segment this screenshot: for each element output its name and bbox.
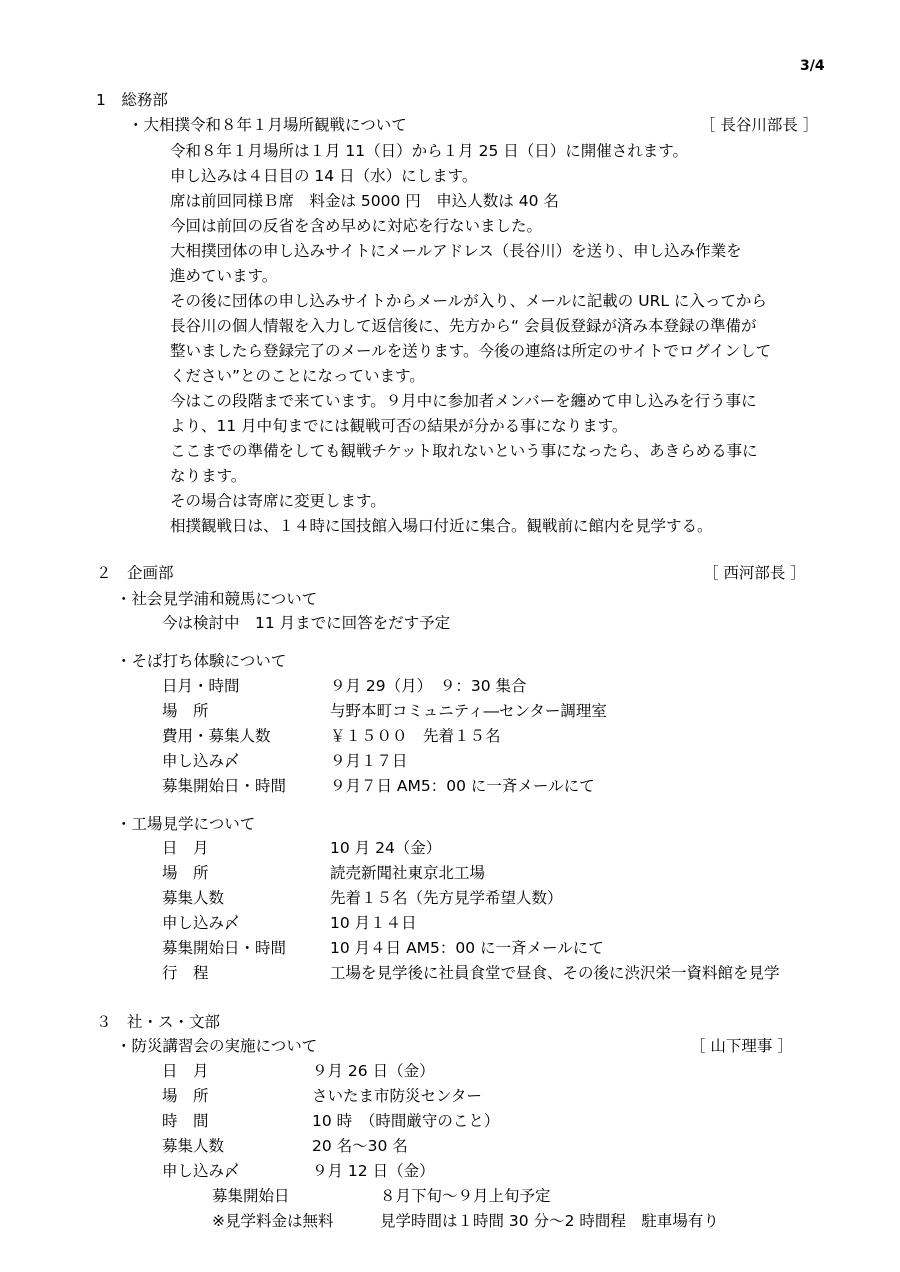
row-value: 10 時 （時間厳守のこと） — [312, 1112, 500, 1130]
row-label: 募集人数 — [162, 1137, 225, 1155]
body-line: その場合は寄席に変更します。 — [170, 492, 386, 510]
row-label: 申し込み〆 — [162, 752, 240, 770]
body-line: 今回は前回の反省を含め早めに対応を行ないました。 — [170, 217, 543, 235]
body-line: 申し込みは４日目の 14 日（水）にします。 — [170, 167, 478, 185]
factory-labels — [162, 836, 286, 986]
row-label: 場 所 — [162, 702, 209, 720]
section-2-keiba-line: 今は検討中 11 月までに回答をだす予定 — [162, 614, 451, 632]
row-label: 時 間 — [162, 1112, 209, 1130]
row-value: 20 名～30 名 — [312, 1137, 408, 1155]
section-1-heading: 1 総務部 — [96, 91, 168, 109]
row-label: 募集人数 — [162, 889, 225, 907]
bousai-values — [312, 1059, 499, 1184]
body-line: 長谷川の個人情報を入力して返信後に、先方から“ 会員仮登録が済み本登録の準備が — [170, 317, 757, 335]
row-value: ９月１７日 — [330, 752, 408, 770]
row-label: 費用・募集人数 — [162, 727, 271, 745]
section-3-topic: ・防災講習会の実施について — [116, 1037, 318, 1055]
row-label: 申し込み〆 — [162, 914, 240, 932]
body-line: ここまでの準備をしても観戦チケット取れないという事になったら、あきらめる事に — [170, 442, 758, 460]
row-value: ９月７日 AM5：00 に一斉メールにて — [330, 777, 595, 795]
row-value: 10 月 24（金） — [330, 839, 442, 857]
row-value: 先着１５名（先方見学希望人数） — [330, 889, 563, 907]
section-2-topic-soba: ・そば打ち体験について — [116, 652, 287, 670]
row-label: 日 月 — [162, 839, 209, 857]
page-number: 3/4 — [800, 58, 825, 74]
body-line: その後に団体の申し込みサイトからメールが入り、メールに記載の URL に入ってから — [170, 292, 767, 310]
section-1-manager: ［ 長谷川部長 ］ — [700, 116, 819, 134]
row-value: さいたま市防災センター — [312, 1087, 482, 1105]
section-2-topic-keiba: ・社会見学浦和競馬について — [116, 590, 318, 608]
soba-values — [330, 674, 607, 799]
section-3-heading: ３ 社・ス・文部 — [96, 1013, 221, 1031]
row-value: ９月 12 日（金） — [312, 1162, 435, 1180]
body-line: なります。 — [170, 467, 247, 485]
row-value: 工場を見学後に社員食堂で昼食、その後に渋沢栄一資料館を見学 — [330, 964, 780, 982]
body-line: より、11 月中旬までには観戦可否の結果が分かる事になります。 — [170, 417, 628, 435]
row-label: 日 月 — [162, 1062, 209, 1080]
soba-labels — [162, 674, 286, 799]
row-label: 日月・時間 — [162, 677, 240, 695]
row-label: 場 所 — [162, 864, 209, 882]
row-value: ９月 26 日（金） — [312, 1062, 435, 1080]
section-2-heading: ２ 企画部 — [96, 564, 174, 582]
fee-note-value: 見学時間は１時間 30 分～2 時間程 駐車場有り — [380, 1212, 719, 1230]
start-date-value: ８月下旬～９月上旬予定 — [380, 1187, 551, 1205]
row-value: 10 月１４日 — [330, 914, 417, 932]
body-line: 大相撲団体の申し込みサイトにメールアドレス（長谷川）を送り、申し込み作業を — [170, 242, 742, 260]
fee-note-label: ※見学料金は無料 — [212, 1212, 334, 1230]
body-line: 相撲観戦日は、１４時に国技館入場口付近に集合。観戦前に館内を見学する。 — [170, 517, 713, 535]
section-1-topic: ・大相撲令和８年１月場所観戦について — [128, 116, 407, 134]
section-1-body — [170, 139, 771, 539]
row-value: 読売新聞社東京北工場 — [330, 864, 486, 882]
row-label: 募集開始日・時間 — [162, 777, 287, 795]
bousai-labels — [162, 1059, 240, 1184]
body-line: 整いましたら登録完了のメールを送ります。今後の連絡は所定のサイトでログインして — [170, 342, 772, 360]
section-2-manager: ［ 西河部長 ］ — [703, 564, 806, 582]
start-date-label: 募集開始日 — [212, 1187, 290, 1205]
row-value: 与野本町コミュニティ―センター調理室 — [330, 702, 607, 720]
body-line: 進めています。 — [170, 267, 278, 285]
body-line: 令和８年１月場所は１月 11（日）から１月 25 日（日）に開催されます。 — [170, 142, 688, 160]
factory-values — [330, 836, 780, 986]
row-label: 場 所 — [162, 1087, 209, 1105]
section-3-manager: ［ 山下理事 ］ — [690, 1037, 793, 1055]
section-2-topic-factory: ・工場見学について — [116, 815, 256, 833]
body-line: 今はこの段階まで来ています。９月中に参加者メンバーを纏めて申し込みを行う事に — [170, 392, 757, 410]
row-label: 行 程 — [162, 964, 209, 982]
row-value: 10 月４日 AM5：00 に一斉メールにて — [330, 939, 604, 957]
row-label: 申し込み〆 — [162, 1162, 240, 1180]
body-line: ください”とのことになっています。 — [170, 367, 425, 385]
body-line: 席は前回同様Ｂ席 料金は 5000 円 申込人数は 40 名 — [170, 192, 559, 210]
row-value: ￥１５００ 先着１５名 — [330, 727, 501, 745]
row-value: ９月 29（月） ９：30 集合 — [330, 677, 527, 695]
row-label: 募集開始日・時間 — [162, 939, 287, 957]
